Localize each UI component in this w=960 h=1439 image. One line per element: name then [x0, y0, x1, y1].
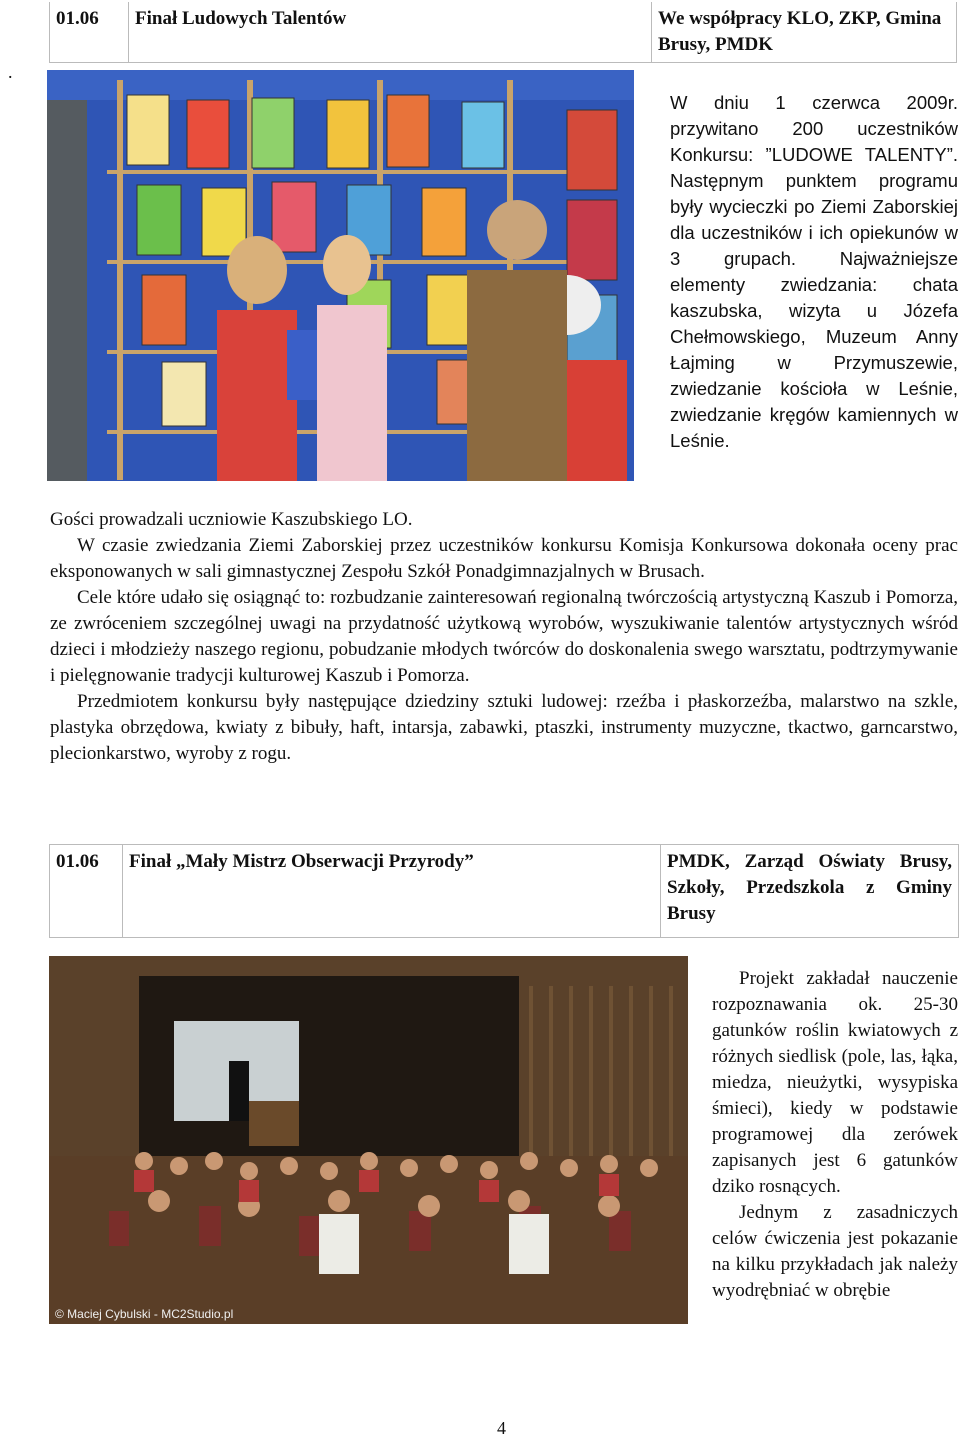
event-date: 01.06: [50, 845, 123, 938]
project-description-p2: Jednym z zasadniczych celów ćwiczenia jest pokazanie na kilku przykładach jak należy wyodrębniać w obrębie: [712, 1202, 958, 1301]
paragraph-goals: Cele które udało się osiągnąć to: rozbudzanie zainteresowań regionalną twórczością artystyczną Kaszub i Pomorza, ze zwróceniem szczególnej uwagi na przydatność użytkową wyrobów, wyszukiwanie talentów artystycznych wśród dzieci i młodzieży naszego regionu, pobudzanie młodych twórców do doskonalenia swego warsztatu, podtrzymywanie i pielęgnowanie tradycji kulturowej Kaszub i Pomorza.: [50, 587, 958, 686]
event-header-table-1: [49, 2, 957, 63]
photo-folk-art-exhibition: [47, 70, 634, 481]
event-report-body: [50, 507, 958, 767]
event-date: 01.06: [50, 2, 129, 63]
event-title: Finał Ludowych Talentów: [129, 2, 652, 63]
paragraph-commission: W czasie zwiedzania Ziemi Zaborskiej przez uczestników konkursu Komisja Konkursowa dokonała oceny prac eksponowanych w sali gimnastycznej Zespołu Szkół Ponadgimnazjalnych w Brusach.: [50, 535, 958, 582]
event-description: [670, 90, 958, 454]
stray-mark: .: [8, 62, 13, 82]
project-description: [712, 966, 958, 1304]
event-header-table-2: [49, 844, 959, 938]
event-title: Finał „Mały Mistrz Obserwacji Przyrody”: [123, 845, 661, 938]
photo-auditorium-presentation: [49, 956, 688, 1324]
paragraph-guides: Gości prowadzali uczniowie Kaszubskiego LO.: [50, 509, 413, 530]
paragraph-subject: Przedmiotem konkursu były następujące dziedziny sztuki ludowej: rzeźba i płaskorzeźba, malarstwo na szkle, plastyka obrzędowa, kwiaty z bibuły, haft, intarsja, zabawki, ptaszki, instrumenty muzyczne, tkactwo, garncarstwo, plecionkarstwo, wyroby z rogu.: [50, 691, 958, 764]
event-partners: PMDK, Zarząd Oświaty Brusy, Szkoły, Przedszkola z Gminy Brusy: [661, 845, 959, 938]
event-description-text: W dniu 1 czerwca 2009r. przywitano 200 uczestników Konkursu: ”LUDOWE TALENTY”. Następnym punktem programu były wycieczki po Ziemi Zaborskiej dla uczestników i ich opiekunów w 3 grupach. Najważniejsze elementy zwiedzania: chata kaszubska, wizyta u Józefa Chełmowskiego, Muzeum Anny Łajming w Przymuszewie, zwiedzanie kościoła w Leśnie, zwiedzanie kręgów kamiennych w Leśnie.: [670, 92, 958, 451]
project-description-p1: Projekt zakładał nauczenie rozpoznawania ok. 25-30 gatunków roślin kwiatowych z różnych siedlisk (pole, las, łąka, miedza, nieużytki, wysypiska śmieci), kiedy w podstawie programowej dla zerówek zapisanych jest 6 gatunków dziko rosnących.: [712, 968, 958, 1197]
page-number: 4: [497, 1418, 506, 1438]
event-partners: We współpracy KLO, ZKP, Gmina Brusy, PMDK: [652, 2, 957, 63]
photo-credit: © Maciej Cybulski - MC2Studio.pl: [55, 1307, 234, 1321]
